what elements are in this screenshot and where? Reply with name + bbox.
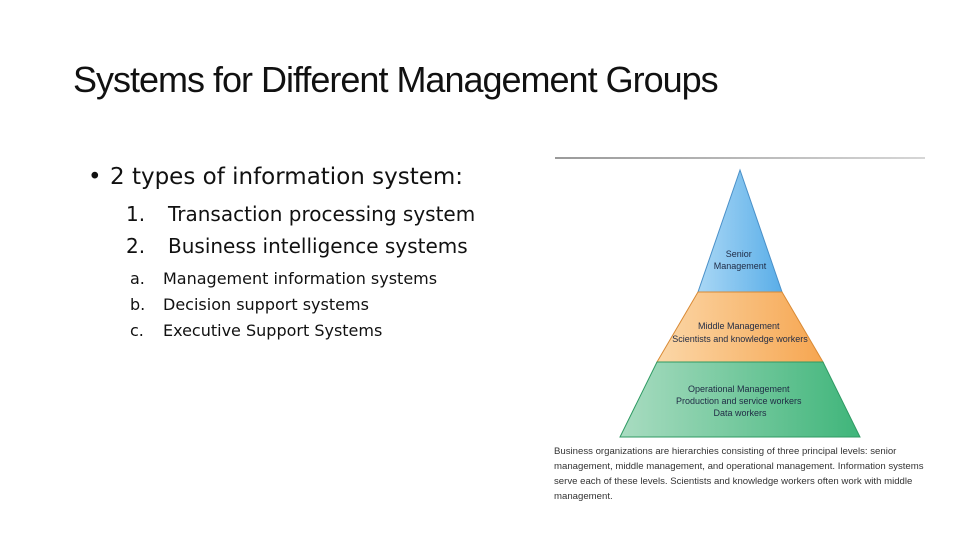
list-marker: 1. xyxy=(126,202,146,226)
tier-operational-label: Operational Management xyxy=(687,384,790,394)
tier-senior-label: Senior xyxy=(725,249,752,259)
pyramid-figure xyxy=(550,150,930,500)
lettered-list xyxy=(130,266,488,344)
lettered-item xyxy=(130,318,488,344)
list-marker: b. xyxy=(130,295,146,314)
list-item-text: Management information systems xyxy=(163,269,438,288)
bullet-item xyxy=(88,160,488,194)
tier-middle-label: Scientists and knowledge workers xyxy=(672,334,808,344)
tier-middle-label: Middle Management xyxy=(697,321,780,331)
slide-title: Systems for Different Management Groups xyxy=(73,59,718,100)
bullet-text: 2 types of information system: xyxy=(110,164,464,190)
list-item-text: Business intelligence systems xyxy=(168,234,468,258)
numbered-item xyxy=(126,198,488,230)
slide-body xyxy=(88,160,488,344)
figure-caption: Business organizations are hierarchies consisting of three principal levels: senior management, middle management, and operational management. Information systems serve each of these levels. Scientists and knowledge workers often work with middle management. xyxy=(554,446,924,502)
tier-senior-label: Management xyxy=(713,261,767,271)
tier-operational-label: Data workers xyxy=(713,408,767,418)
tier-operational-label: Production and service workers xyxy=(675,396,802,406)
list-item-text: Decision support systems xyxy=(163,295,369,314)
tier-senior-shape xyxy=(698,170,782,292)
list-marker: 2. xyxy=(126,234,146,258)
numbered-list xyxy=(126,198,488,262)
list-item-text: Transaction processing system xyxy=(168,202,476,226)
lettered-item xyxy=(130,266,488,292)
list-marker: a. xyxy=(130,269,145,288)
list-item-text: Executive Support Systems xyxy=(163,321,383,340)
management-pyramid xyxy=(550,150,930,440)
numbered-item xyxy=(126,230,488,262)
bullet-icon: • xyxy=(88,164,102,190)
lettered-item xyxy=(130,292,488,318)
list-marker: c. xyxy=(130,321,144,340)
